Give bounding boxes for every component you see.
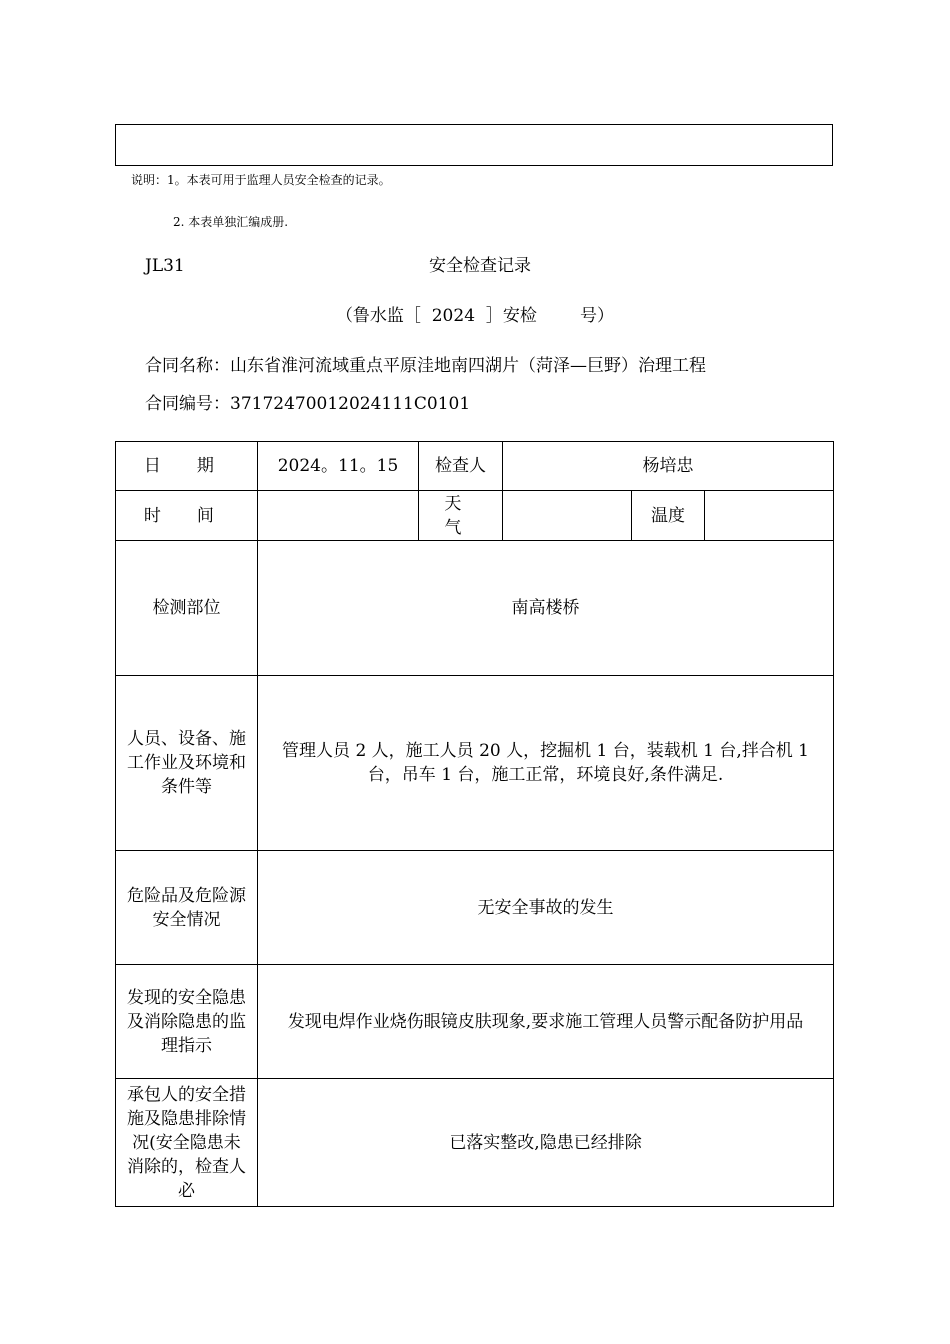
note-line-1: 说明：1。本表可用于监理人员安全检查的记录。 xyxy=(131,173,391,187)
table-row-date xyxy=(116,442,834,491)
hazard-value: 无安全事故的发生 xyxy=(258,851,834,965)
location-label: 检测部位 xyxy=(116,541,258,676)
previous-page-table-bottom xyxy=(115,124,833,166)
table-row-contractor-measures xyxy=(116,1079,834,1207)
form-title: 安全检查记录 xyxy=(429,256,531,276)
contractor-measures-value: 已落实整改,隐患已经排除 xyxy=(258,1079,834,1207)
date-value: 2024。11。15 xyxy=(258,442,419,491)
contract-name: 合同名称：山东省淮河流域重点平原洼地南四湖片（菏泽—巨野）治理工程 xyxy=(145,356,706,376)
note-line-2: 2. 本表单独汇编成册. xyxy=(173,215,289,229)
inspector-value: 杨培忠 xyxy=(503,442,834,491)
weather-value xyxy=(503,491,632,541)
found-hazards-label: 发现的安全隐患及消除隐患的监理指示 xyxy=(116,965,258,1079)
hazard-label: 危险品及危险源安全情况 xyxy=(116,851,258,965)
table-row-time xyxy=(116,491,834,541)
table-row-personnel xyxy=(116,676,834,851)
temperature-value xyxy=(705,491,834,541)
date-label: 日 期 xyxy=(116,442,258,491)
found-hazards-value: 发现电焊作业烧伤眼镜皮肤现象,要求施工管理人员警示配备防护用品 xyxy=(258,965,834,1079)
inspection-record-table xyxy=(115,441,834,1207)
table-row-found-hazards xyxy=(116,965,834,1079)
weather-label: 天 气 xyxy=(419,491,503,541)
personnel-label: 人员、设备、施工作业及环境和条件等 xyxy=(116,676,258,851)
location-value: 南高楼桥 xyxy=(258,541,834,676)
contract-number: 合同编号：37172470012024111C0101 xyxy=(145,394,471,414)
time-label: 时 间 xyxy=(116,491,258,541)
time-value xyxy=(258,491,419,541)
form-code: JL31 xyxy=(145,256,185,276)
personnel-value: 管理人员 2 人，施工人员 20 人，挖掘机 1 台，装载机 1 台,拌合机 1 台，吊车 1 台，施工正常，环境良好,条件满足. xyxy=(258,676,834,851)
document-serial: （鲁水监［ 2024 ］安检 号） xyxy=(335,306,615,326)
table-row-location xyxy=(116,541,834,676)
table-row-hazard xyxy=(116,851,834,965)
inspector-label: 检查人 xyxy=(419,442,503,491)
temperature-label: 温度 xyxy=(632,491,705,541)
contractor-measures-label: 承包人的安全措施及隐患排除情况(安全隐患未消除的，检查人必 xyxy=(116,1079,258,1207)
